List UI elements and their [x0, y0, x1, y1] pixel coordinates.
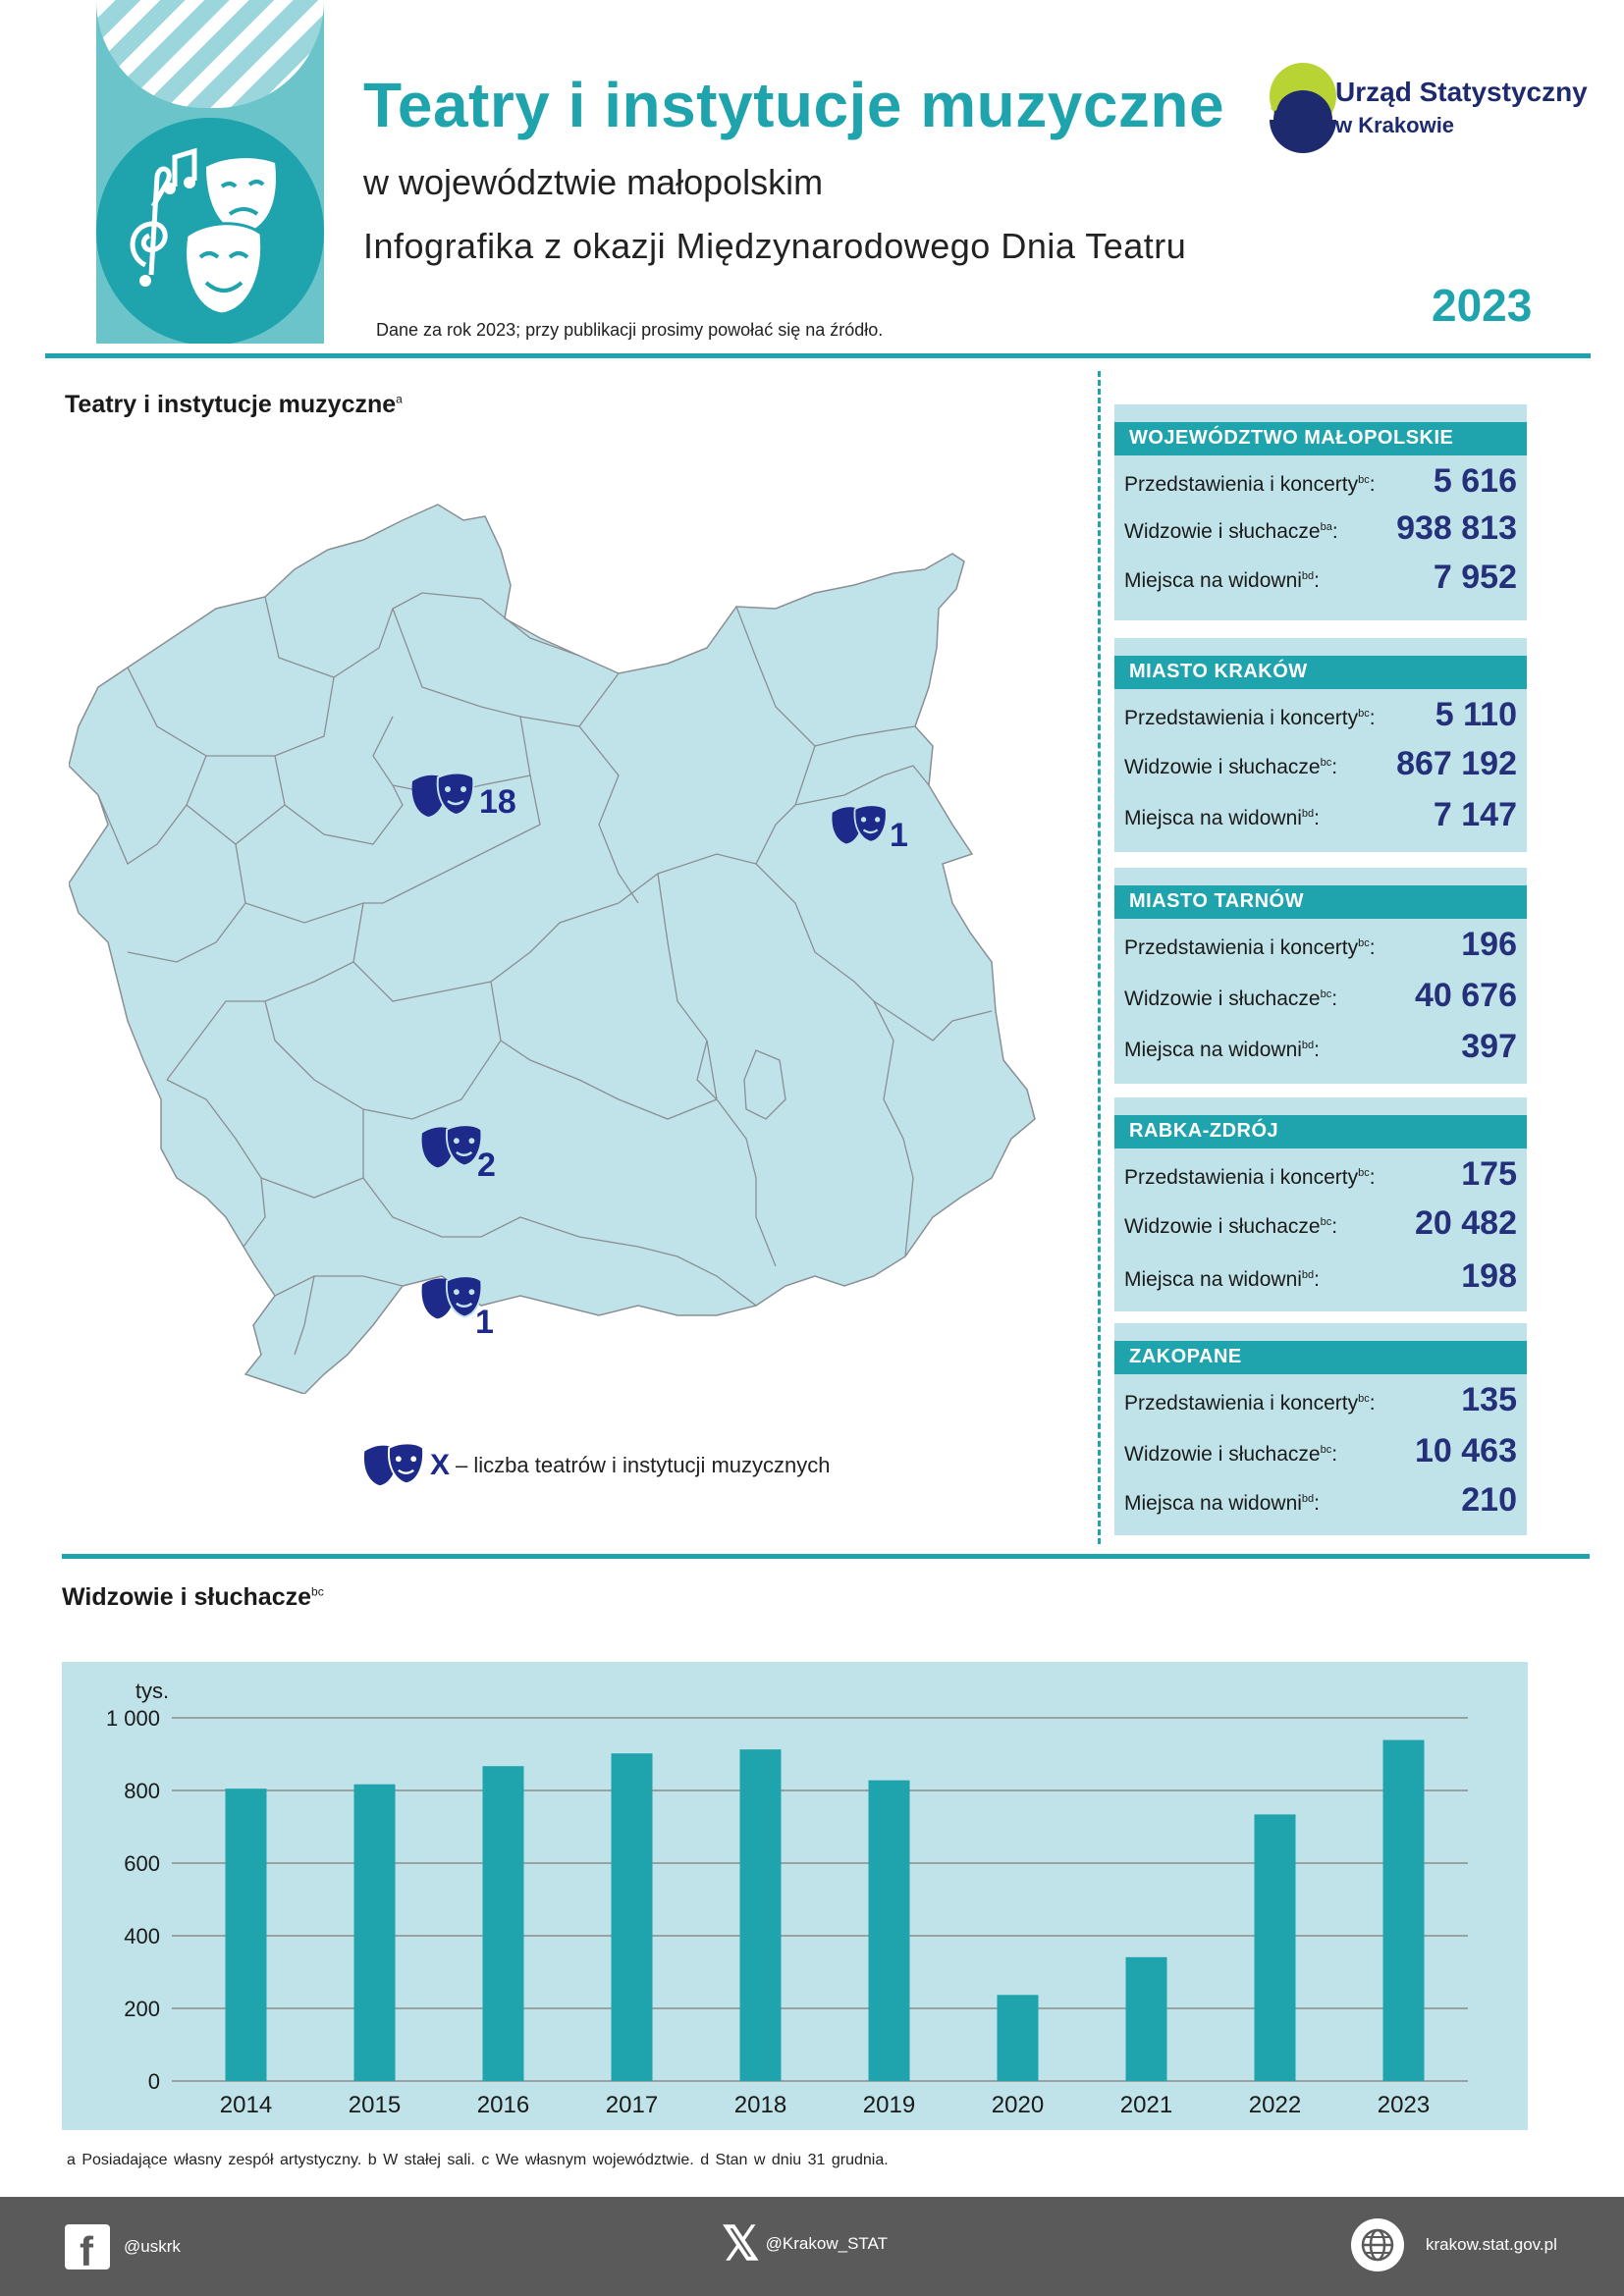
- stat-label: Miejsca na widowni$^{bd}$:: [1124, 569, 1321, 592]
- y-tick-label: 800: [124, 1779, 160, 1803]
- footer-facebook[interactable]: [65, 2224, 181, 2274]
- stat-label: Miejsca na widowni$^{bd}$:: [1124, 1039, 1321, 1061]
- stat-value: 7 952: [1433, 559, 1517, 596]
- stat-label: Przedstawienia i koncerty$^{bc}$:: [1124, 707, 1376, 729]
- y-tick-label: 200: [124, 1997, 160, 2021]
- stat-row-audience: [1124, 503, 1517, 552]
- page-subtitle-occasion: Infografika z okazji Międzynarodowego Dnia Teatru: [363, 226, 1187, 266]
- panel-title: ZAKOPANE: [1114, 1341, 1527, 1374]
- x-tick-label: 2018: [733, 2092, 787, 2118]
- stat-row-performances: [1124, 1148, 1517, 1198]
- logo-text-city: w Krakowie: [1335, 113, 1455, 137]
- malopolska-map: [69, 491, 1070, 1394]
- x-tick-label: 2020: [991, 2092, 1045, 2118]
- footnotes: a Posiadające własny zespół artystyczny. b W stałej sali. c We własnym województwie. d Stan w dniu 31 grudnia.: [67, 2152, 889, 2168]
- stat-value: 867 192: [1396, 745, 1517, 782]
- panel-wojewodztwo: [1114, 404, 1527, 620]
- stat-label: Przedstawienia i koncerty$^{bc}$:: [1124, 936, 1376, 959]
- stat-value: 397: [1461, 1028, 1517, 1065]
- x-tick-label: 2023: [1377, 2092, 1431, 2118]
- globe-icon: [1351, 2218, 1404, 2271]
- stat-row-audience: [1124, 738, 1517, 787]
- map-count-rabka: 2: [477, 1147, 496, 1184]
- audience-bar-chart: [62, 1662, 1528, 2130]
- x-tick-label: 2014: [219, 2092, 273, 2118]
- bar-2020: [998, 1995, 1039, 2081]
- stat-row-seats: [1124, 789, 1517, 838]
- panel-zakopane: [1114, 1323, 1527, 1535]
- panel-title: WOJEWÓDZTWO MAŁOPOLSKIE: [1114, 422, 1527, 455]
- y-tick-label: 600: [124, 1851, 160, 1876]
- theatre-emblem: [96, 118, 324, 344]
- website-link[interactable]: krakow.stat.gov.pl: [1426, 2235, 1557, 2254]
- stat-row-performances: [1124, 689, 1517, 738]
- stat-value: 40 676: [1415, 977, 1517, 1014]
- stat-value: 135: [1461, 1381, 1517, 1418]
- bar-2022: [1255, 1814, 1296, 2081]
- legend-symbol: X: [430, 1449, 451, 1481]
- bar-2018: [740, 1749, 782, 2081]
- stat-label: Miejsca na widowni$^{bd}$:: [1124, 1492, 1321, 1515]
- stat-label: Przedstawienia i koncerty$^{bc}$:: [1124, 473, 1376, 496]
- bar-2021: [1126, 1957, 1167, 2081]
- stat-label: Widzowie i słuchacze$^{ba}$:: [1124, 520, 1338, 543]
- theatre-masks-icon: [420, 1123, 485, 1172]
- bar-2014: [226, 1789, 267, 2081]
- stat-row-performances: [1124, 1374, 1517, 1423]
- stat-label: Miejsca na widowni$^{bd}$:: [1124, 807, 1321, 829]
- theatre-masks-icon: [831, 803, 890, 848]
- panel-title: MIASTO TARNÓW: [1114, 885, 1527, 919]
- panel-title: RABKA-ZDRÓJ: [1114, 1115, 1527, 1148]
- map-count-zakopane: 1: [475, 1304, 494, 1341]
- footer: [0, 2197, 1624, 2296]
- map-legend: [361, 1441, 830, 1490]
- stat-value: 196: [1461, 926, 1517, 963]
- stat-row-seats: [1124, 552, 1517, 601]
- report-year: 2023: [1432, 280, 1533, 331]
- panel-tarnow: [1114, 868, 1527, 1084]
- voivodeship-outline: [69, 505, 1035, 1394]
- y-tick-label: 0: [147, 2069, 160, 2094]
- stat-value: 210: [1461, 1481, 1517, 1519]
- stat-row-performances: [1124, 919, 1517, 968]
- stat-row-performances: [1124, 455, 1517, 505]
- statistics-office-logo-icon: [1260, 61, 1378, 155]
- stat-value: 5 110: [1435, 696, 1517, 733]
- legend-text: – liczba teatrów i instytucji muzycznych: [456, 1453, 831, 1477]
- x-tick-label: 2015: [348, 2092, 402, 2118]
- map-section-title: Teatry i instytucje muzyczne$^a$: [65, 391, 403, 418]
- banner-stripes: [96, 0, 324, 108]
- x-twitter-icon: 𝕏: [722, 2218, 760, 2270]
- x-tick-label: 2021: [1119, 2092, 1173, 2118]
- header-banner: [96, 0, 324, 344]
- panel-krakow: [1114, 638, 1527, 852]
- stat-label: Przedstawienia i koncerty$^{bc}$:: [1124, 1166, 1376, 1189]
- map-count-krakow: 18: [479, 783, 516, 821]
- stat-value: 175: [1461, 1155, 1517, 1193]
- x-tick-label: 2022: [1248, 2092, 1302, 2118]
- stat-label: Przedstawienia i koncerty$^{bc}$:: [1124, 1392, 1376, 1415]
- x-tick-label: 2017: [605, 2092, 659, 2118]
- vertical-divider: [1098, 371, 1101, 1544]
- stat-row-seats: [1124, 1474, 1517, 1523]
- stat-row-audience: [1124, 1198, 1517, 1247]
- theatre-masks-icon: [410, 772, 477, 821]
- stat-row-audience: [1124, 970, 1517, 1019]
- chart-section-title: Widzowie i słuchacze$^{bc}$: [62, 1583, 324, 1611]
- stat-label: Widzowie i słuchacze$^{bc}$:: [1124, 1443, 1338, 1466]
- x-tick-label: 2019: [862, 2092, 916, 2118]
- panel-title: MIASTO KRAKÓW: [1114, 656, 1527, 689]
- y-tick-label: 1 000: [105, 1706, 160, 1731]
- facebook-handle[interactable]: @uskrk: [124, 2237, 181, 2256]
- twitter-handle[interactable]: @Krakow_STAT: [765, 2234, 888, 2253]
- bar-2017: [612, 1753, 653, 2081]
- stat-value: 10 463: [1415, 1432, 1517, 1469]
- stat-label: Widzowie i słuchacze$^{bc}$:: [1124, 1215, 1338, 1238]
- logo-text-office: Urząd Statystyczny: [1335, 77, 1588, 107]
- stat-value: 938 813: [1396, 509, 1517, 547]
- footer-twitter[interactable]: [722, 2216, 888, 2271]
- x-tick-label: 2016: [476, 2092, 530, 2118]
- stat-label: Widzowie i słuchacze$^{bc}$:: [1124, 756, 1338, 778]
- map-count-tarnow: 1: [890, 817, 908, 854]
- stat-label: Widzowie i słuchacze$^{bc}$:: [1124, 988, 1338, 1010]
- bar-2019: [869, 1781, 910, 2081]
- section-divider: [62, 1554, 1590, 1559]
- page-title: Teatry i instytucje muzyczne: [363, 70, 1225, 140]
- bar-chart-svg: [62, 1662, 1528, 2130]
- bar-2023: [1383, 1740, 1425, 2081]
- page-subtitle: w województwie małopolskim: [363, 162, 824, 202]
- stat-label: Miejsca na widowni$^{bd}$:: [1124, 1268, 1321, 1291]
- theatre-masks-music-icon: [96, 118, 324, 344]
- stat-row-seats: [1124, 1251, 1517, 1300]
- panel-rabka: [1114, 1097, 1527, 1311]
- stat-value: 198: [1461, 1257, 1517, 1295]
- stat-value: 7 147: [1433, 796, 1517, 833]
- y-axis-label: tys.: [135, 1679, 170, 1703]
- footer-website[interactable]: [1351, 2218, 1557, 2271]
- stat-value: 20 482: [1415, 1204, 1517, 1242]
- theatre-masks-icon: [361, 1442, 428, 1489]
- bar-2015: [354, 1785, 396, 2081]
- stat-value: 5 616: [1433, 462, 1517, 500]
- source-note: Dane za rok 2023; przy publikacji prosimy powołać się na źródło.: [376, 320, 884, 340]
- stat-row-seats: [1124, 1021, 1517, 1070]
- y-tick-label: 400: [124, 1924, 160, 1949]
- facebook-icon: f: [65, 2224, 110, 2269]
- bar-2016: [483, 1766, 524, 2081]
- stat-row-audience: [1124, 1425, 1517, 1474]
- header-divider: [45, 353, 1591, 358]
